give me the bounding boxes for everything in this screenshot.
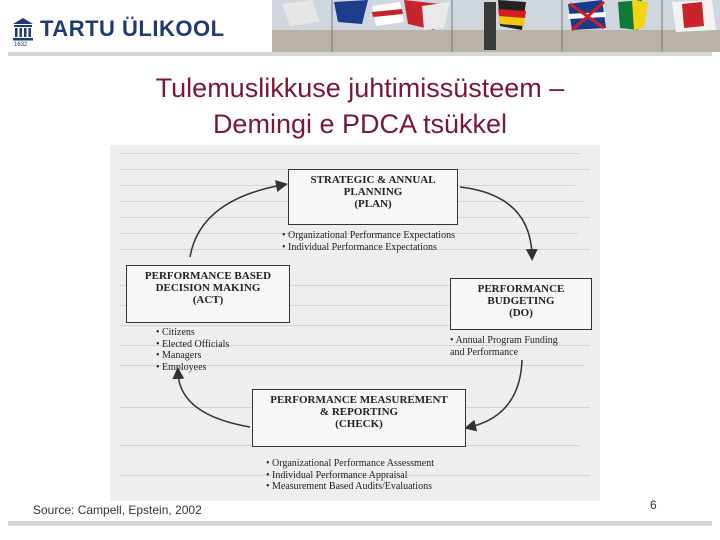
- pdca-diagram: [110, 145, 600, 501]
- arrow-do-to-check: [470, 360, 522, 427]
- university-logo[interactable]: [12, 12, 225, 46]
- plan-line-3: (PLAN): [354, 198, 392, 210]
- act-bullets: [156, 327, 229, 373]
- page-number: 6: [650, 498, 657, 512]
- act-line-2: DECISION MAKING: [155, 282, 261, 294]
- do-line-3: (DO): [509, 307, 533, 319]
- check-bullet: • Individual Performance Appraisal: [266, 469, 408, 481]
- title-line-1: Tulemuslikkuse juhtimissüsteem –: [155, 73, 565, 103]
- check-bullets: [266, 458, 434, 493]
- flags-photo: [272, 0, 720, 52]
- do-box: [450, 278, 592, 330]
- plan-line-2: PLANNING: [343, 186, 403, 198]
- check-box: [252, 389, 466, 447]
- check-bullet: • Measurement Based Audits/Evaluations: [266, 481, 432, 492]
- act-bullet: • Citizens: [156, 327, 195, 338]
- do-bullet: • Annual Program Funding: [450, 335, 558, 346]
- check-line-1: PERFORMANCE MEASUREMENT: [270, 394, 448, 406]
- check-line-3: (CHECK): [335, 418, 383, 430]
- logo-text: TARTU ÜLIKOOL: [40, 16, 225, 41]
- source-citation: Source: Campell, Epstein, 2002: [33, 503, 202, 517]
- slide-title: [60, 70, 660, 142]
- act-bullet: • Elected Officials: [156, 338, 230, 350]
- plan-bullets: [282, 230, 455, 253]
- plan-box: [288, 169, 458, 225]
- footer-divider: [8, 521, 712, 526]
- university-building-icon: [12, 17, 34, 41]
- arrow-act-to-plan: [190, 185, 282, 257]
- do-line-2: BUDGETING: [487, 295, 555, 307]
- logo-year: 1632: [14, 42, 28, 48]
- check-line-2: & REPORTING: [319, 406, 399, 418]
- title-line-2: Demingi e PDCA tsükkel: [212, 109, 508, 139]
- act-bullet: • Managers: [156, 350, 202, 361]
- act-box: [126, 265, 290, 323]
- do-bullet: and Performance: [450, 346, 519, 358]
- do-bullets: [450, 335, 558, 358]
- plan-bullet: • Individual Performance Expectations: [282, 241, 437, 253]
- act-line-3: (ACT): [192, 294, 224, 306]
- do-line-1: PERFORMANCE: [477, 283, 565, 295]
- act-line-1: PERFORMANCE BASED: [144, 270, 272, 282]
- header-divider: [8, 52, 712, 56]
- arrow-check-to-act: [178, 373, 250, 427]
- check-bullet: • Organizational Performance Assessment: [266, 458, 434, 469]
- header-banner: [0, 0, 720, 52]
- plan-line-1: STRATEGIC & ANNUAL: [310, 174, 436, 186]
- act-bullet: • Employees: [156, 361, 207, 373]
- arrow-plan-to-do: [460, 187, 532, 255]
- plan-bullet: • Organizational Performance Expectations: [282, 230, 455, 241]
